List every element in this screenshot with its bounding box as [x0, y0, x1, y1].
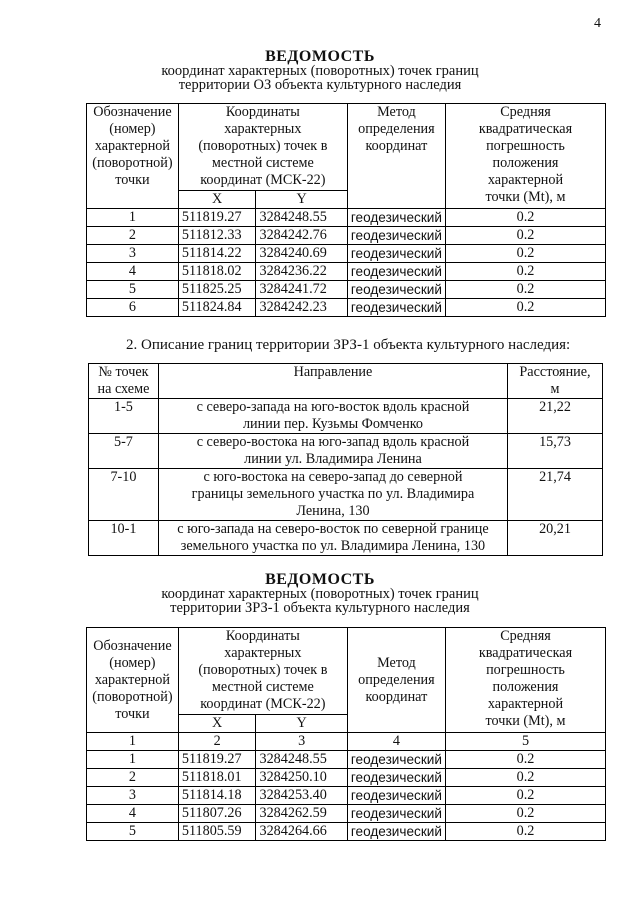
coords-table-zrz1	[86, 627, 606, 841]
header-x: X	[178, 191, 256, 209]
header-distance: Расстояние, м	[508, 364, 603, 399]
header-point-designation: Обозначение (номер) характерной (поворотной) точки	[87, 104, 179, 209]
table-row: 3 511814.22 3284240.69 геодезический 0.2	[87, 245, 606, 263]
coords-table-oz	[86, 103, 606, 317]
section2-heading: 2. Описание границ территории ЗРЗ-1 объекта культурного наследия:	[126, 337, 571, 353]
page-number: 4	[594, 16, 601, 31]
table-row: 5 511825.25 3284241.72 геодезический 0.2	[87, 281, 606, 299]
header-direction: Направление	[158, 364, 507, 399]
table-row: 6 511824.84 3284242.23 геодезический 0.2	[87, 299, 606, 317]
header-error: Средняя квадратическая погрешность положения характерной точки (Mt), м	[445, 628, 605, 733]
block1-title	[0, 50, 640, 92]
table-row: 3 511814.18 3284253.40 геодезический 0.2	[87, 787, 606, 805]
header-method: Метод определения координат	[347, 104, 445, 209]
block2-title-line2: координат характерных (поворотных) точек границ	[161, 586, 479, 602]
table-row: 4 511807.26 3284262.59 геодезический 0.2	[87, 805, 606, 823]
table-row: 2 511818.01 3284250.10 геодезический 0.2	[87, 769, 606, 787]
table-row: 1 511819.27 3284248.55 геодезический 0.2	[87, 751, 606, 769]
header-point-designation: Обозначение (номер) характерной (поворотной) точки	[87, 628, 179, 733]
block2-title-main: ВЕДОМОСТЬ	[265, 571, 375, 588]
block1-title-main: ВЕДОМОСТЬ	[265, 48, 375, 65]
table-row: 5 511805.59 3284264.66 геодезический 0.2	[87, 823, 606, 841]
block2-title	[0, 573, 640, 615]
header-coordinates: Координаты характерных (поворотных) точек в местной системе координат (МСК-22)	[178, 104, 347, 191]
table-row: 7-10 с юго-востока на северо-запад до северной границы земельного участка по ул. Владимира Ленина, 130 21,74	[89, 469, 603, 521]
header-y: Y	[256, 191, 347, 209]
table-row: 5-7 с северо-востока на юго-запад вдоль красной линии ул. Владимира Ленина 15,73	[89, 434, 603, 469]
block2-title-line3: территории ЗРЗ-1 объекта культурного наследия	[170, 600, 470, 616]
table-row: 4 511818.02 3284236.22 геодезический 0.2	[87, 263, 606, 281]
block1-title-line2: координат характерных (поворотных) точек границ	[161, 63, 479, 79]
table-header-row	[87, 628, 606, 715]
table-row: 10-1 с юго-запада на северо-восток по северной границе земельного участка по ул. Владимира Ленина, 130 20,21	[89, 521, 603, 556]
table-row: 1 511819.27 3284248.55 геодезический 0.2	[87, 209, 606, 227]
column-numbers-row: 1 2 3 4 5	[87, 733, 606, 751]
block1-title-line3: территории ОЗ объекта культурного наследия	[178, 77, 462, 93]
header-y: Y	[256, 715, 347, 733]
header-x: X	[178, 715, 256, 733]
boundary-description-table	[88, 363, 603, 556]
header-error: Средняя квадратическая погрешность положения характерной точки (Mt), м	[445, 104, 605, 209]
header-points: № точек на схеме	[89, 364, 159, 399]
table-row: 1-5 с северо-запада на юго-восток вдоль красной линии пер. Кузьмы Фомченко 21,22	[89, 399, 603, 434]
table-header-row	[87, 104, 606, 191]
header-method: Метод определения координат	[347, 628, 445, 733]
table-header-row	[89, 364, 603, 399]
table-row: 2 511812.33 3284242.76 геодезический 0.2	[87, 227, 606, 245]
header-coordinates: Координаты характерных (поворотных) точек в местной системе координат (МСК-22)	[178, 628, 347, 715]
